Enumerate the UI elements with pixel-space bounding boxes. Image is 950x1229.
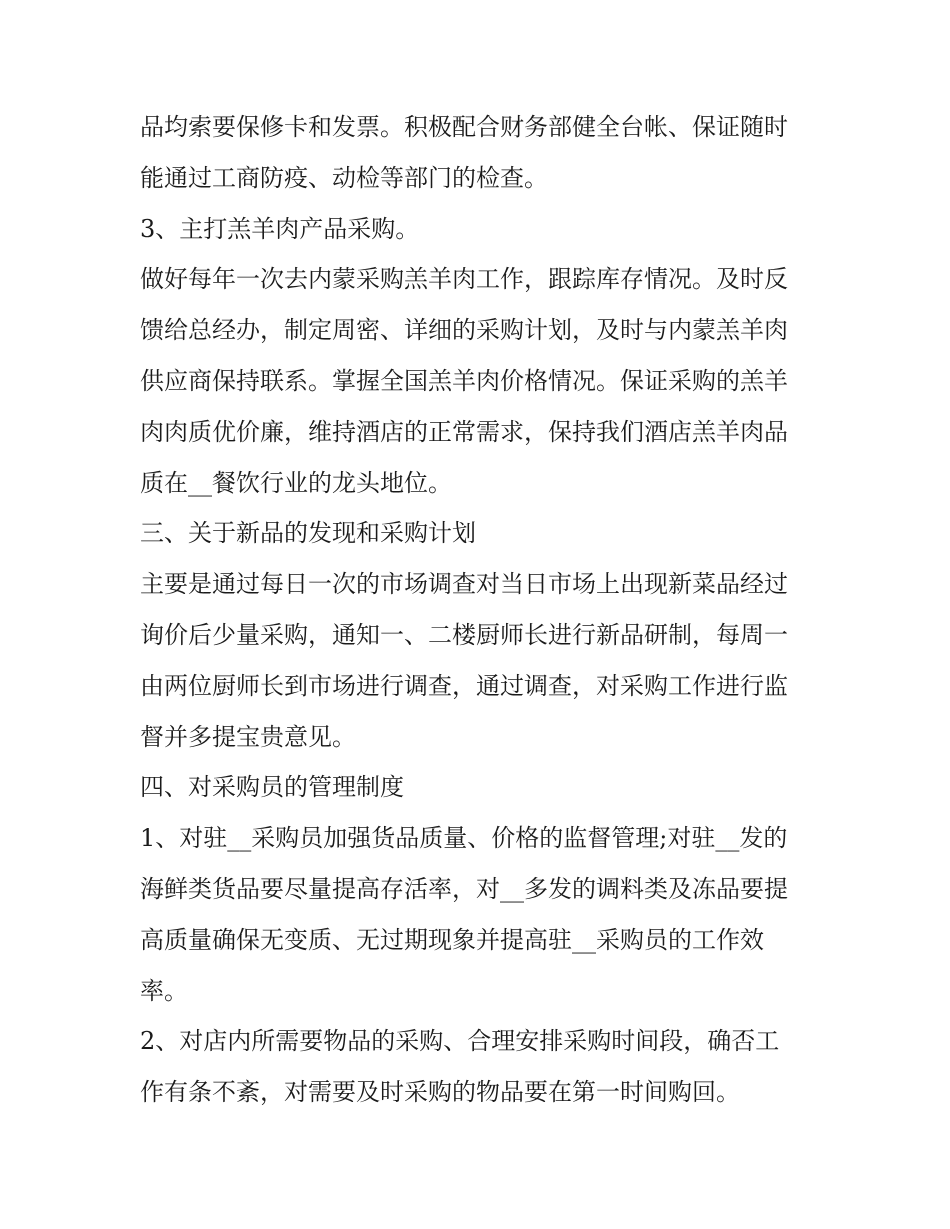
text-line: 品均索要保修卡和发票。积极配合财务部健全台帐、保证随时: [140, 113, 788, 141]
text-line: 肉肉质优价廉，维持酒店的正常需求，保持我们酒店羔羊肉品: [140, 417, 788, 446]
text-line: 2、对店内所需要物品的采购、合理安排采购时间段，确否工: [140, 1027, 780, 1056]
text-line: 率。: [140, 976, 188, 1005]
text-line: 主要是通过每日一次的市场调查对当日市场上出现新菜品经过: [140, 570, 788, 599]
text-line: 海鲜类货品要尽量提高存活率，对__多发的调料类及冻品要提: [140, 874, 788, 903]
text-line: 质在__餐饮行业的龙头地位。: [140, 468, 452, 497]
text-line: 1、对驻__采购员加强货品质量、价格的监督管理;对驻__发的: [140, 824, 788, 853]
section-heading: 三、关于新品的发现和采购计划: [140, 519, 476, 548]
text-line: 督并多提宝贵意见。: [140, 722, 356, 751]
text-line: 询价后少量采购，通知一、二楼厨师长进行新品研制，每周一: [140, 620, 788, 649]
section-heading: 四、对采购员的管理制度: [140, 773, 404, 802]
text-line: 馈给总经办，制定周密、详细的采购计划，及时与内蒙羔羊肉: [140, 316, 788, 345]
text-line: 能通过工商防疫、动检等部门的检查。: [140, 163, 548, 192]
text-line: 高质量确保无变质、无过期现象并提高驻__采购员的工作效: [140, 925, 764, 954]
text-line: 3、主打羔羊肉产品采购。: [140, 214, 420, 243]
text-line: 做好每年一次去内蒙采购羔羊肉工作，跟踪库存情况。及时反: [140, 265, 788, 294]
document-body: [140, 102, 820, 1118]
text-line: 由两位厨师长到市场进行调查，通过调查，对采购工作进行监: [140, 671, 788, 700]
text-line: 供应商保持联系。掌握全国羔羊肉价格情况。保证采购的羔羊: [140, 366, 788, 395]
text-line: 作有条不紊，对需要及时采购的物品要在第一时间购回。: [140, 1078, 740, 1107]
